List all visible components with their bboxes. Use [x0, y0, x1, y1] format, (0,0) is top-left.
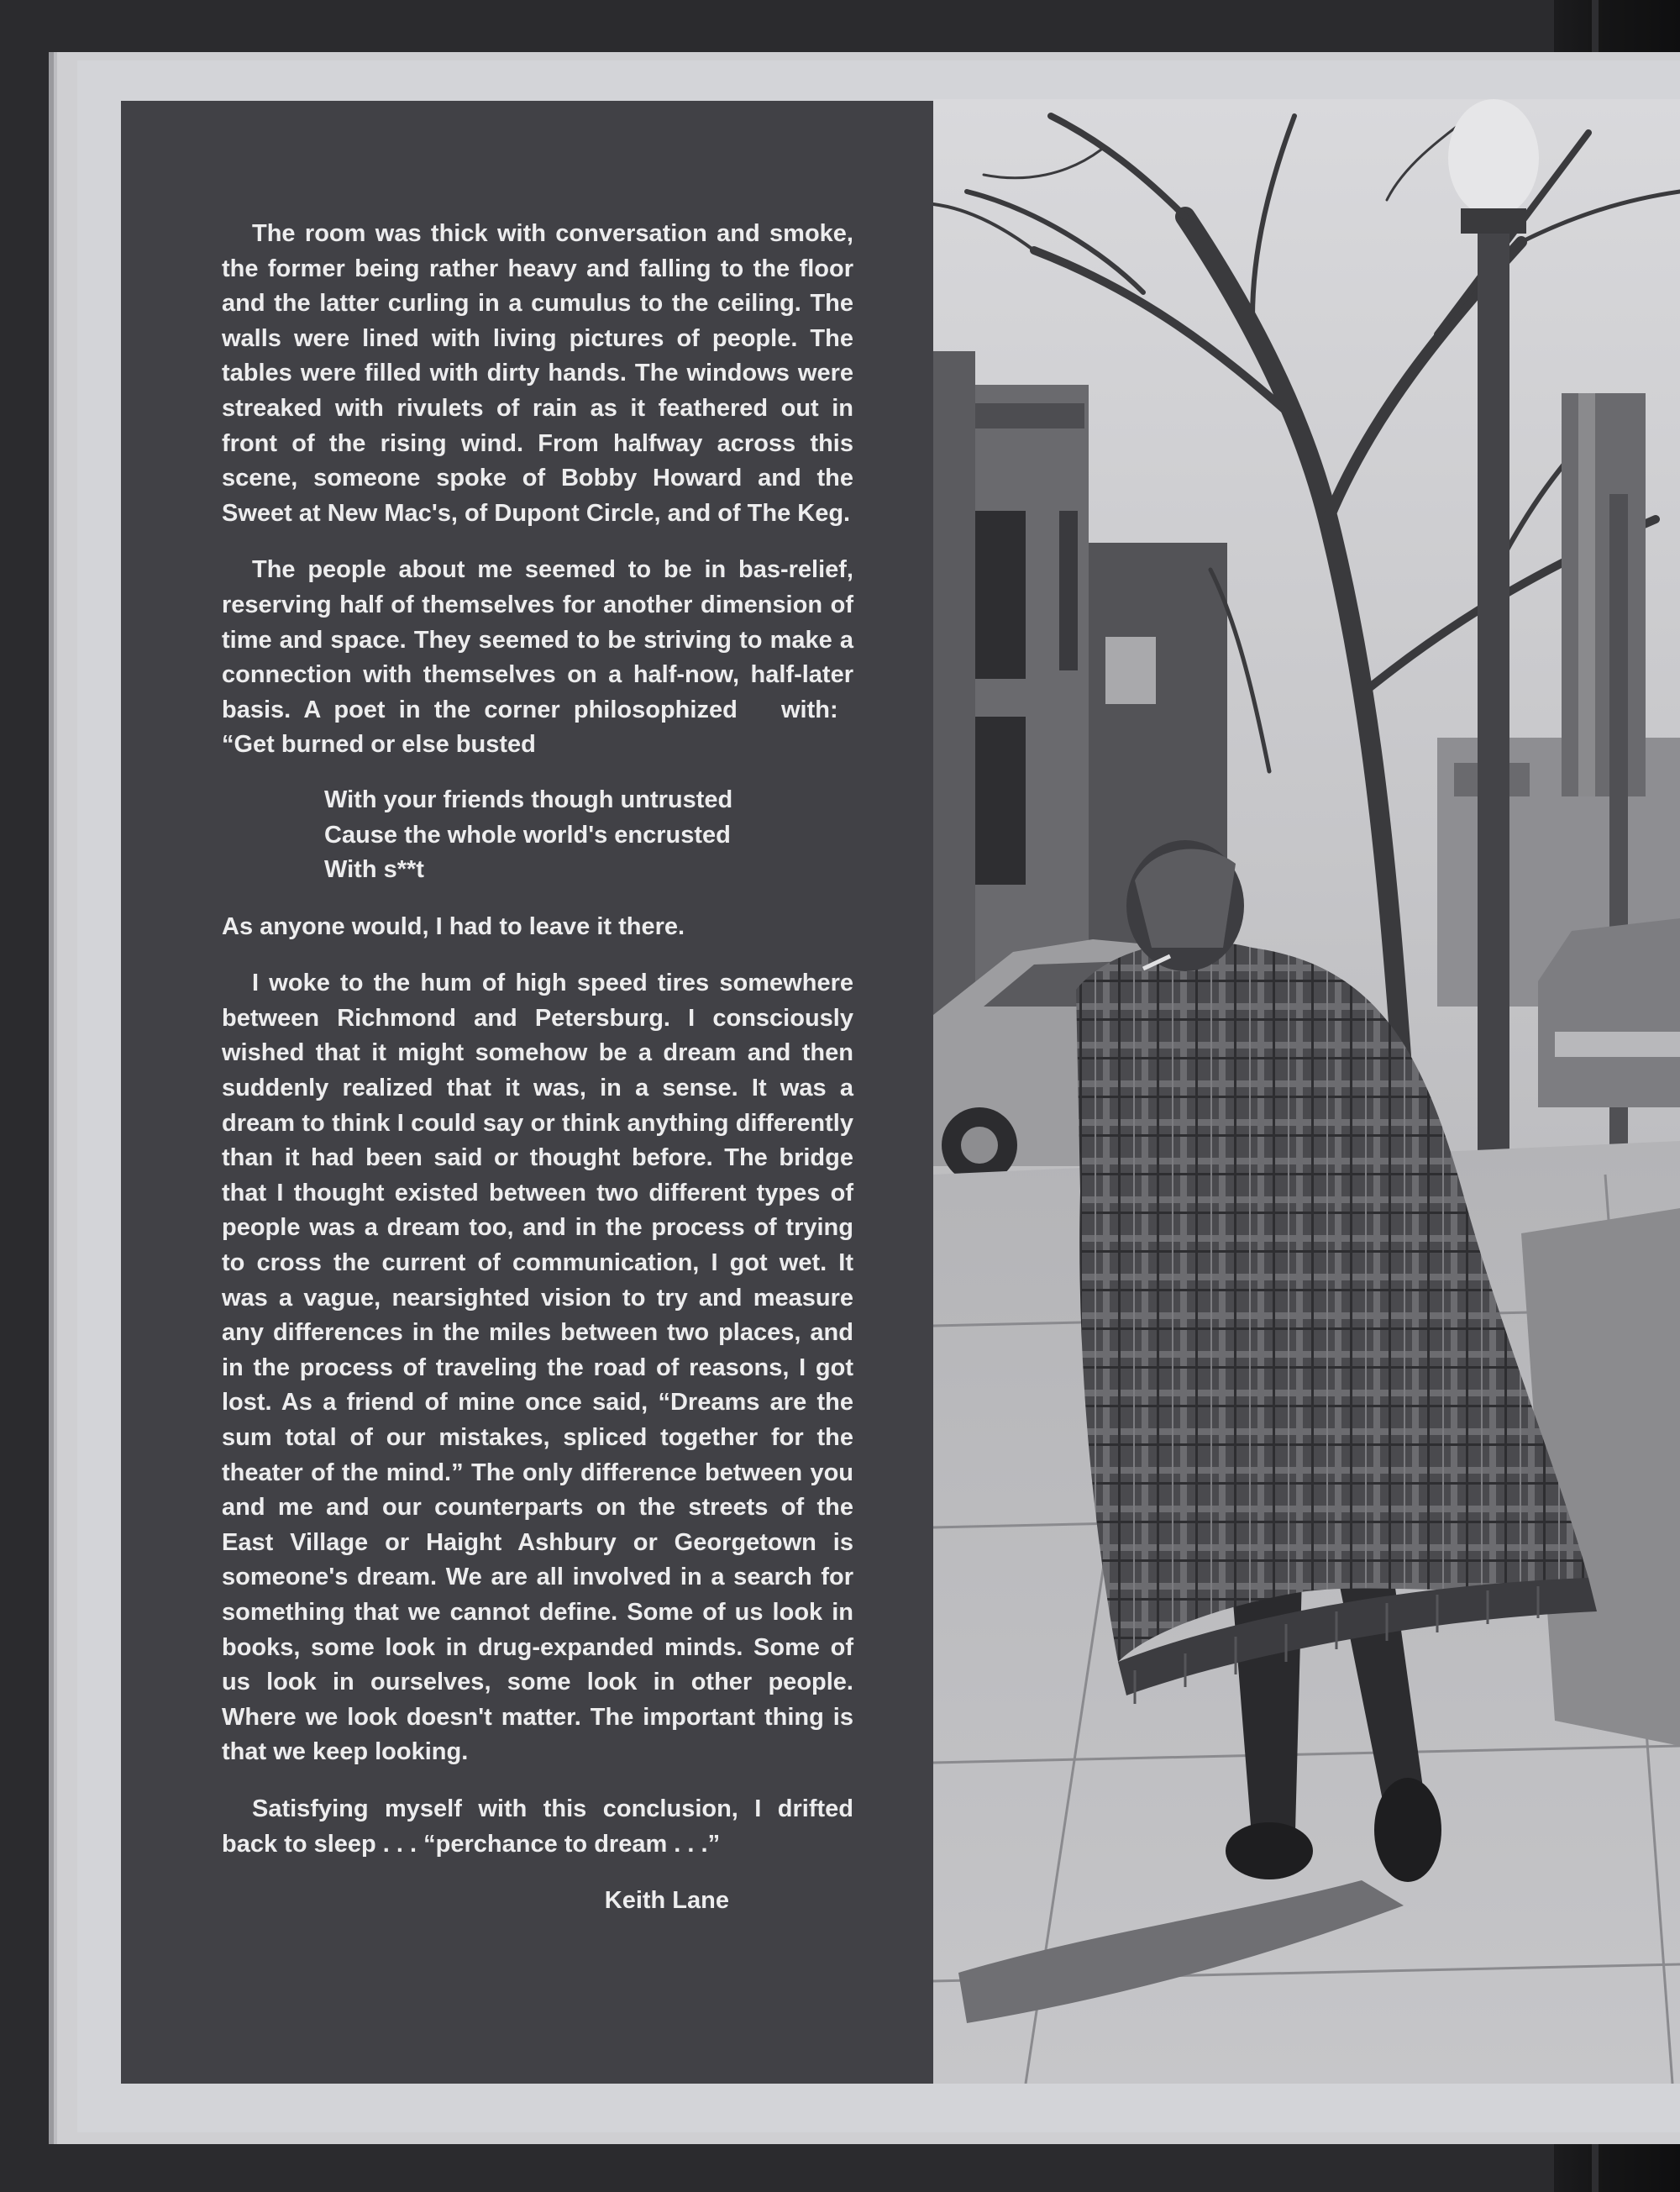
article-paragraph-3: I woke to the hum of high speed tires somewhere between Richmond and Petersburg. I consciously wished that it might somehow be a dream and then suddenly realized that it was, in a sense. It was a dream to think I could say or think anything differently than it had been said or thought before. The bridge that I thought existed between two different types of people was a dream too, and in the process of trying to cross the current of communication, I got wet. It was a vague, nearsighted vision to try and measure any differences in the miles between two places, and in the process of traveling the road of reasons, I got lost. As a friend of mine once said, “Dreams are the sum total of our mistakes, spliced together for the theater of the mind.” The only difference between you and me and our counterparts on the streets of the East Village or Haight Ashbury or Georgetown is someone's dream. We are all involved in a search for something that we cannot define. Some of us look in books, some look in drug-expanded minds. Some of us look in ourselves, some look in other people. Where we look doesn't matter. The important thing is that we keep looking. [222, 970, 853, 1766]
author-signature: Keith Lane [604, 1887, 729, 1915]
poem-line: With s**t [324, 856, 424, 884]
poem-line: With your friends though untrusted [324, 786, 733, 813]
article-column [222, 217, 853, 1919]
street-photograph [933, 99, 1680, 2084]
photo-illustration [933, 99, 1680, 2084]
text-panel [121, 101, 941, 2084]
paragraph-2-text: The people about me seemed to be in bas-relief, reserving half of themselves for another dimension of time and space. They seemed to be striving to make a connection with themselves on a half-now, half-later basis. A poet in the corner philosophized [222, 556, 853, 723]
poem-block [324, 783, 853, 888]
after-poem-line: As anyone would, I had to leave it there. [222, 912, 685, 940]
article-paragraph-4: Satisfying myself with this conclusion, I drifted back to sleep . . . “perchance to dream . . .” [222, 1795, 853, 1858]
poem-line: Cause the whole world's encrusted [324, 821, 731, 849]
poem-first-line: “Get burned or else busted [222, 731, 536, 759]
poem-lead-word: with: [780, 696, 838, 723]
article-paragraph-2 [222, 553, 853, 763]
article-paragraph-1: The room was thick with conversation and smoke, the former being rather heavy and falling to the floor and the latter curling in a cumulus to the ceiling. The walls were lined with living pictures of people. The tables were filled with dirty hands. The windows were streaked with rivulets of rain as it feathered out in front of the rising wind. From halfway across this scene, someone spoke of Bobby Howard and the Sweet at New Mac's, of Dupont Circle, and of The Keg. [222, 220, 853, 527]
